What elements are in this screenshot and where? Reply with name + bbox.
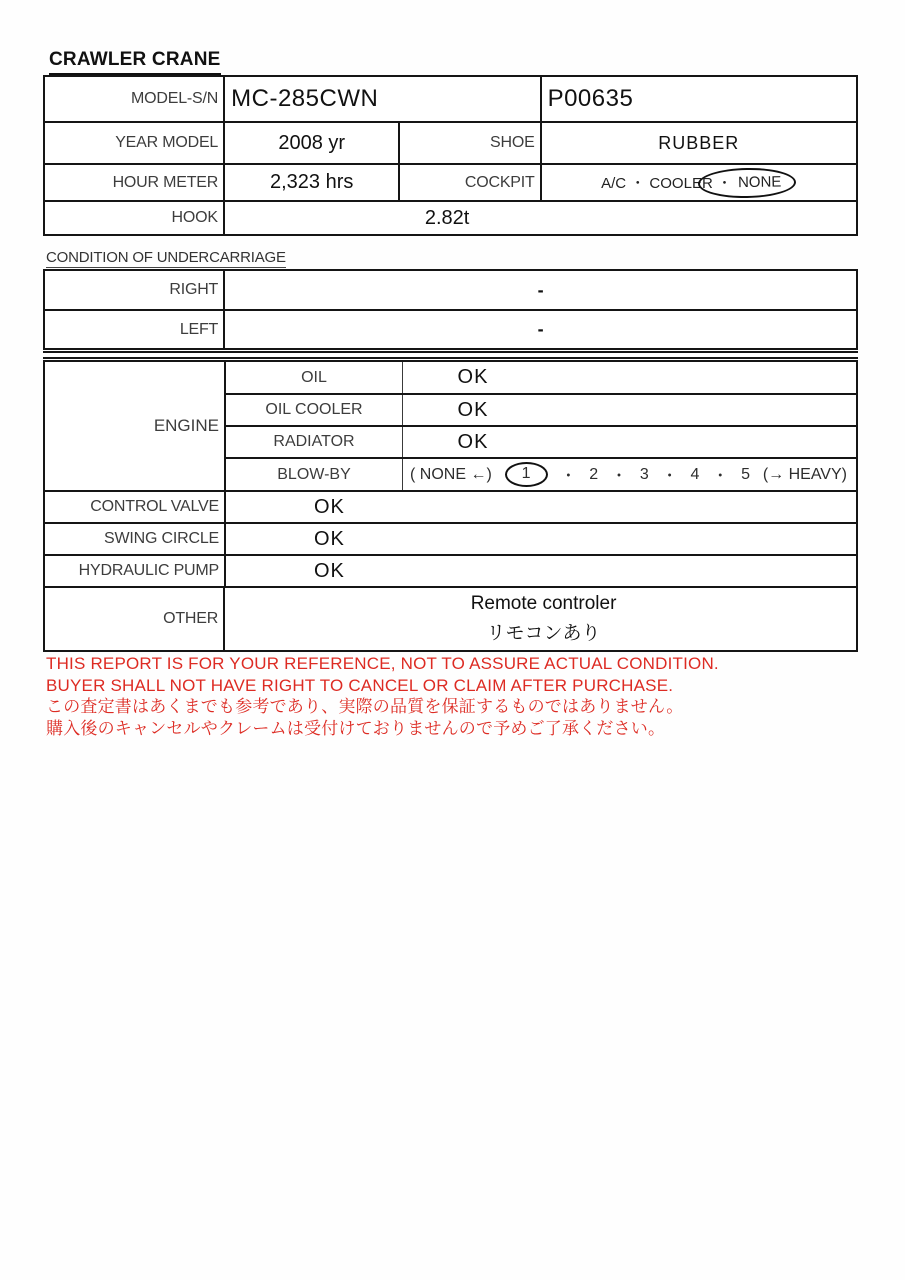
hour-meter-label: HOUR METER <box>112 173 219 191</box>
blowby-scale <box>403 462 856 487</box>
control-valve-label: CONTROL VALVE <box>90 498 219 515</box>
other-value-line2: リモコンあり <box>486 623 601 644</box>
table-row <box>45 77 856 121</box>
right-value: - <box>223 271 856 309</box>
table-row <box>45 163 856 200</box>
disclaimer-line2: BUYER SHALL NOT HAVE RIGHT TO CANCEL OR CLAIM AFTER PURCHASE. <box>46 675 674 695</box>
model-sn-label: MODEL-S/N <box>131 90 219 107</box>
table-row <box>45 586 856 650</box>
left-label: LEFT <box>179 320 219 338</box>
hook-value: 2.82t <box>223 202 856 234</box>
other-value-line1: Remote controler <box>470 593 617 614</box>
shoe-label: SHOE <box>398 123 539 163</box>
shoe-value: RUBBER <box>540 123 856 163</box>
spec-table <box>43 75 858 236</box>
oil-cooler-value: OK <box>457 398 489 421</box>
left-value: - <box>223 311 856 348</box>
year-model-value: 2008 yr <box>223 123 398 163</box>
scale-dot: ・ <box>712 468 729 485</box>
cockpit-options: A/C ・ COOLER ・ <box>601 175 732 192</box>
disclaimer-line3: この査定書はあくまでも参考であり、実際の品質を保証するものではありません。 <box>46 697 684 716</box>
blowby-scale-none-end: ( NONE ←) <box>410 465 492 483</box>
scale-dot: ・ <box>560 468 577 485</box>
swing-circle-value: OK <box>224 524 856 554</box>
cockpit-value <box>540 165 856 200</box>
other-value <box>223 588 856 650</box>
table-row <box>45 309 856 348</box>
table-row <box>226 425 856 457</box>
scale-4: 4 <box>690 465 700 483</box>
cockpit-label: COCKPIT <box>398 165 539 200</box>
hour-meter-value: 2,323 hrs <box>223 165 398 200</box>
blowby-circled-rating-annotation: 1 <box>505 462 548 487</box>
control-valve-value: OK <box>224 492 856 522</box>
hydraulic-pump-label: HYDRAULIC PUMP <box>78 562 219 579</box>
engine-section <box>45 362 856 490</box>
table-row <box>45 522 856 554</box>
oil-label: OIL <box>301 368 327 386</box>
serial-value: P00635 <box>540 77 856 121</box>
table-row <box>45 554 856 586</box>
undercarriage-table <box>43 269 858 350</box>
table-row <box>226 393 856 425</box>
hook-label: HOOK <box>171 209 218 226</box>
table-row <box>226 362 856 393</box>
scale-3: 3 <box>639 465 649 483</box>
undercarriage-heading: CONDITION OF UNDERCARRIAGE <box>46 249 286 266</box>
separator-strip <box>43 351 858 359</box>
other-label: OTHER <box>163 610 219 627</box>
oil-cooler-label: OIL COOLER <box>265 401 363 418</box>
hydraulic-pump-value: OK <box>224 556 856 586</box>
blowby-scale-heavy-end: (→ HEAVY) <box>762 465 847 483</box>
scale-dot: ・ <box>661 468 678 485</box>
oil-value: OK <box>457 366 489 388</box>
engine-label: ENGINE <box>153 416 219 435</box>
table-row <box>45 121 856 163</box>
disclaimer-line4: 購入後のキャンセルやクレームは受付けておりませんので予めご了承ください。 <box>46 718 666 738</box>
table-row <box>45 490 856 522</box>
disclaimer-line1: THIS REPORT IS FOR YOUR REFERENCE, NOT TO ASSURE ACTUAL CONDITION. <box>46 654 719 673</box>
inspection-table <box>43 360 858 652</box>
scale-dot: ・ <box>610 468 627 485</box>
page-title: CRAWLER CRANE <box>49 49 221 75</box>
cockpit-circled-annotation: NONE <box>698 167 797 199</box>
model-value: MC-285CWN <box>223 77 539 121</box>
table-row <box>226 457 856 490</box>
disclaimer-text <box>46 653 719 739</box>
year-model-label: YEAR MODEL <box>115 134 219 151</box>
table-row <box>45 271 856 309</box>
radiator-label: RADIATOR <box>273 433 355 450</box>
table-row <box>45 200 856 234</box>
radiator-value: OK <box>457 430 489 453</box>
scale-5: 5 <box>741 465 750 483</box>
swing-circle-label: SWING CIRCLE <box>104 530 219 547</box>
scale-2: 2 <box>589 465 599 483</box>
blowby-label: BLOW-BY <box>277 465 351 483</box>
right-label: RIGHT <box>169 281 219 298</box>
